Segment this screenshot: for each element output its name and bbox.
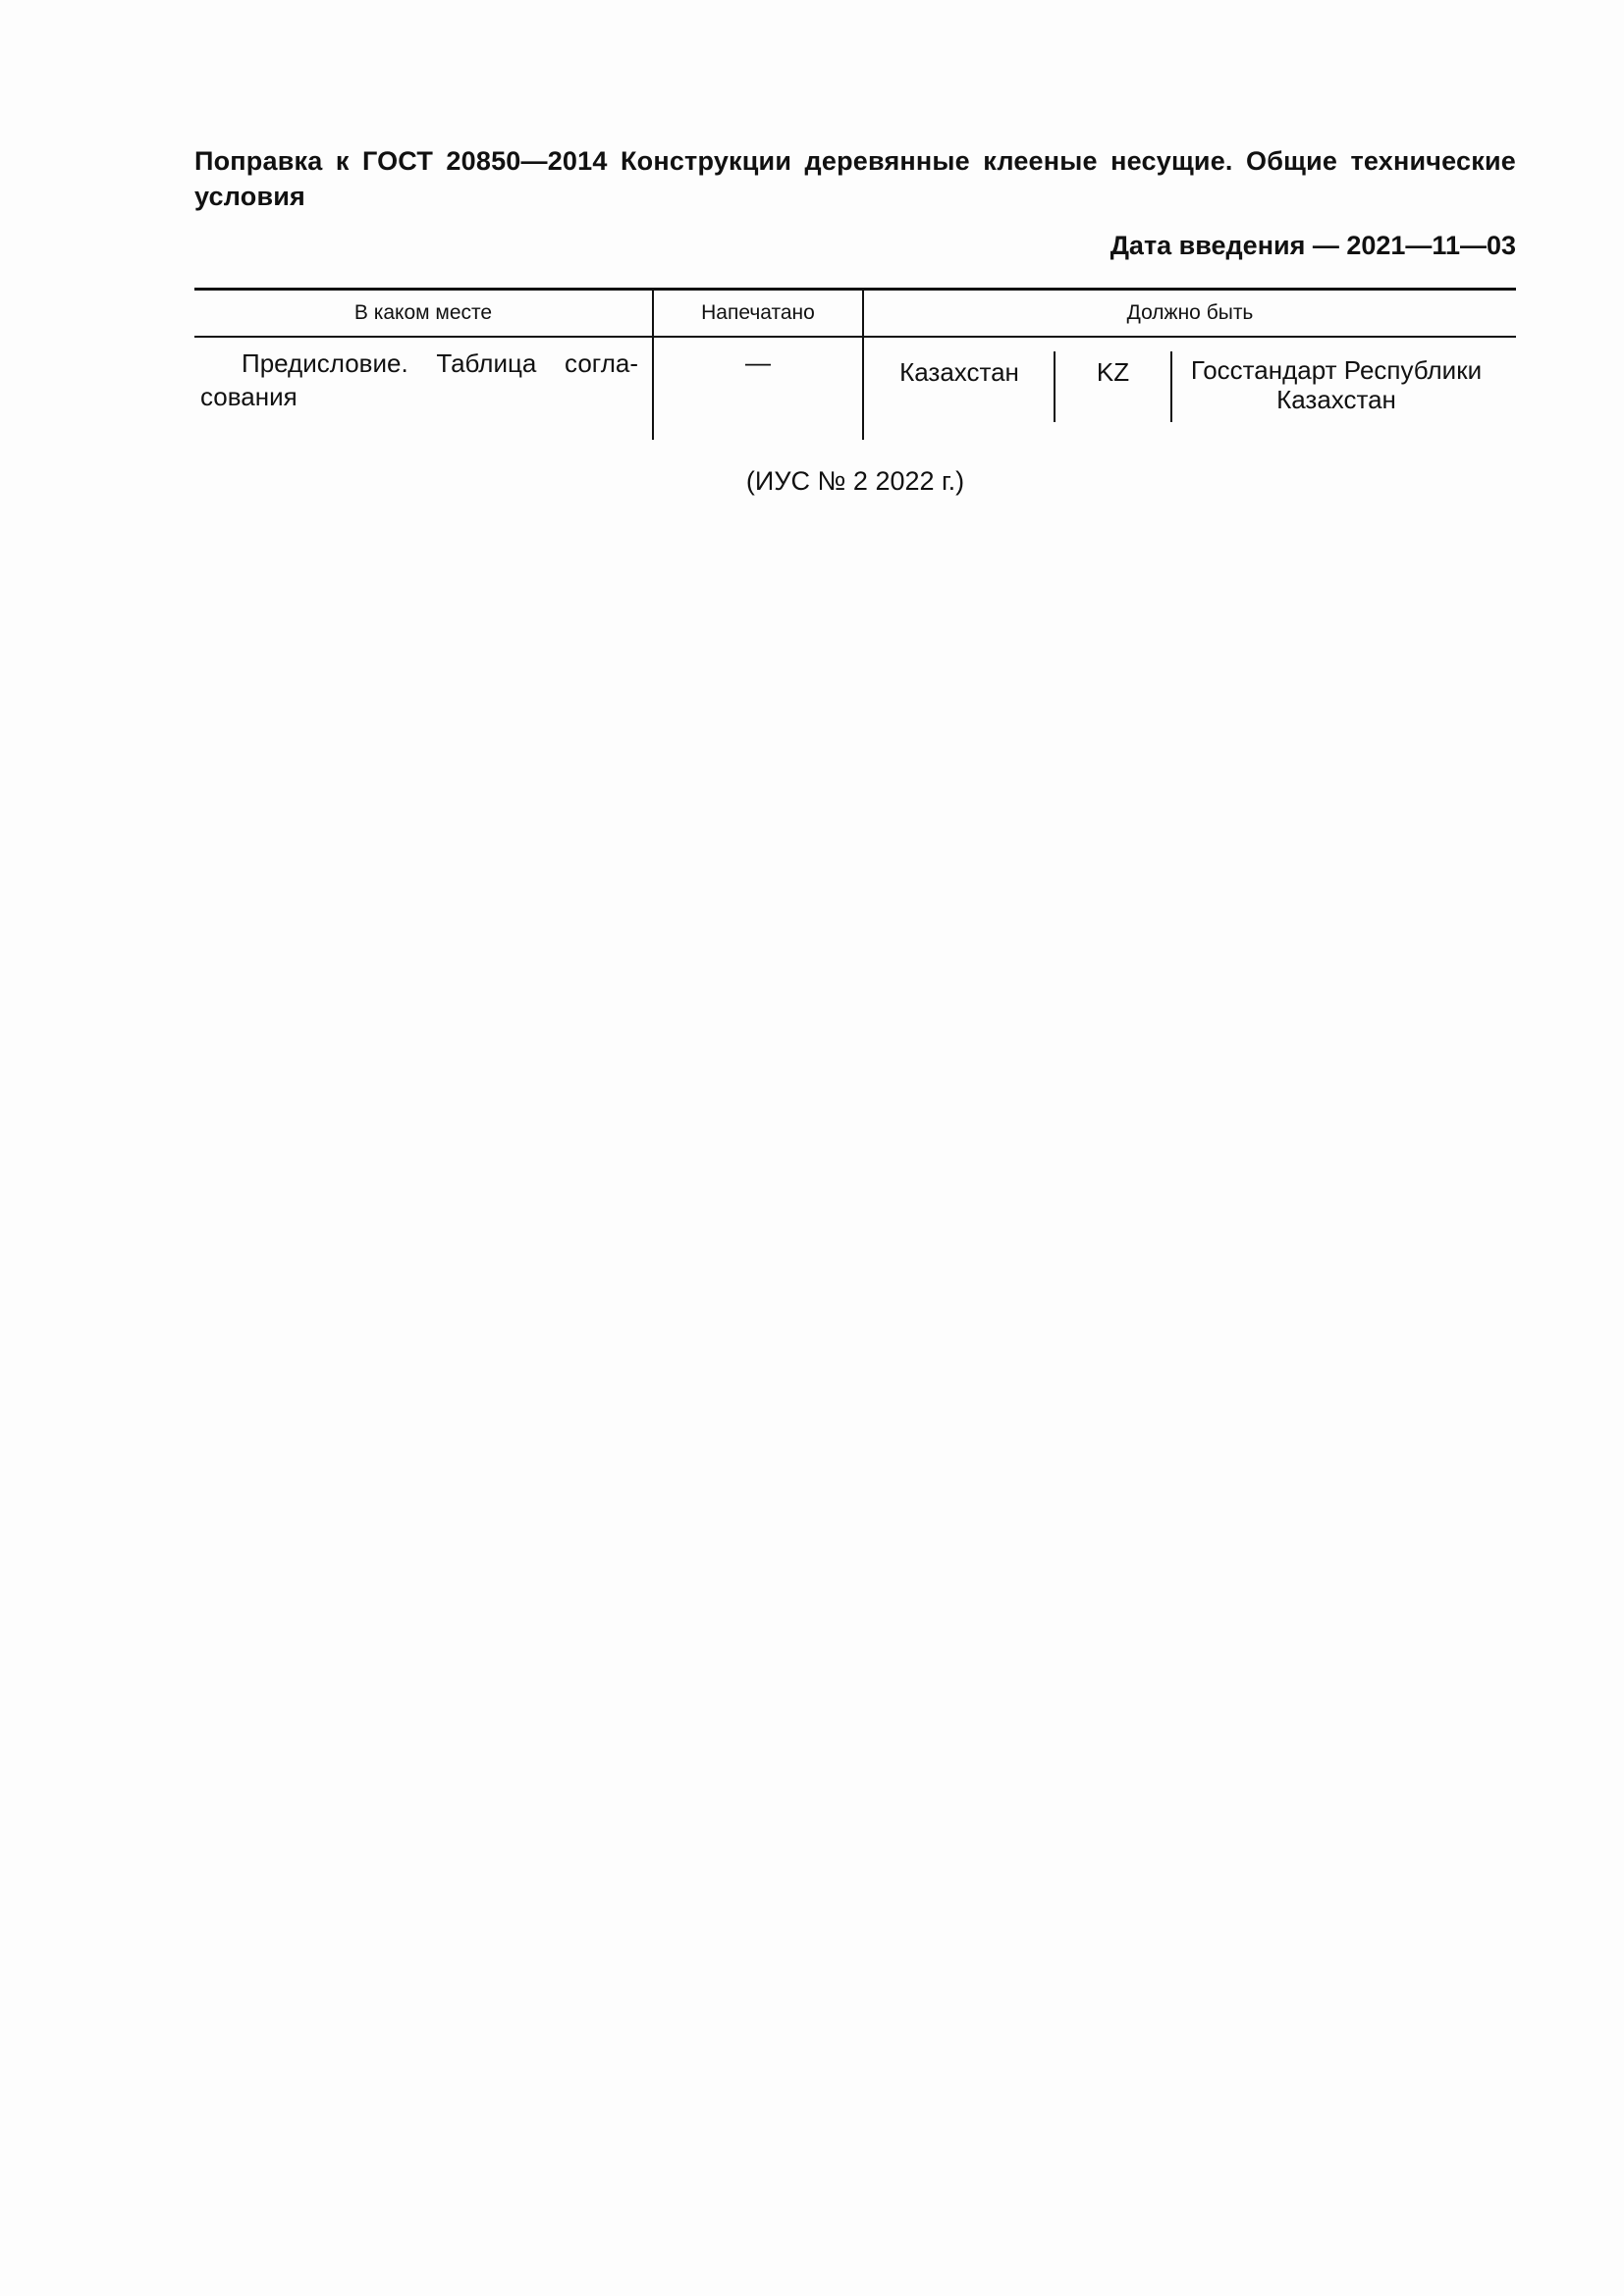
effective-date: Дата введения — 2021—11—03 bbox=[1110, 231, 1516, 260]
table-top-rule bbox=[194, 288, 1516, 291]
header-printed: Напечатано bbox=[701, 301, 815, 324]
header-place: В каком месте bbox=[353, 301, 493, 324]
publication-source: (ИУС № 2 2022 г.) bbox=[745, 466, 965, 496]
row-country-code: KZ bbox=[1096, 357, 1130, 387]
row-place: Предисловие. Таблица согла-сования bbox=[200, 348, 638, 411]
table-header-rule bbox=[194, 336, 1516, 338]
subcolumn-divider-2 bbox=[1170, 351, 1172, 422]
header-should-be: Должно быть bbox=[1126, 301, 1254, 324]
amendment-title: Поправка к ГОСТ 20850—2014 Конструкции деревянные клееные несущие. Общие технические условия bbox=[194, 146, 1516, 211]
row-printed: — bbox=[745, 347, 771, 377]
row-country: Казахстан bbox=[899, 357, 1019, 387]
row-standards-body: Госстандарт Республики Казахстан bbox=[1190, 355, 1483, 414]
